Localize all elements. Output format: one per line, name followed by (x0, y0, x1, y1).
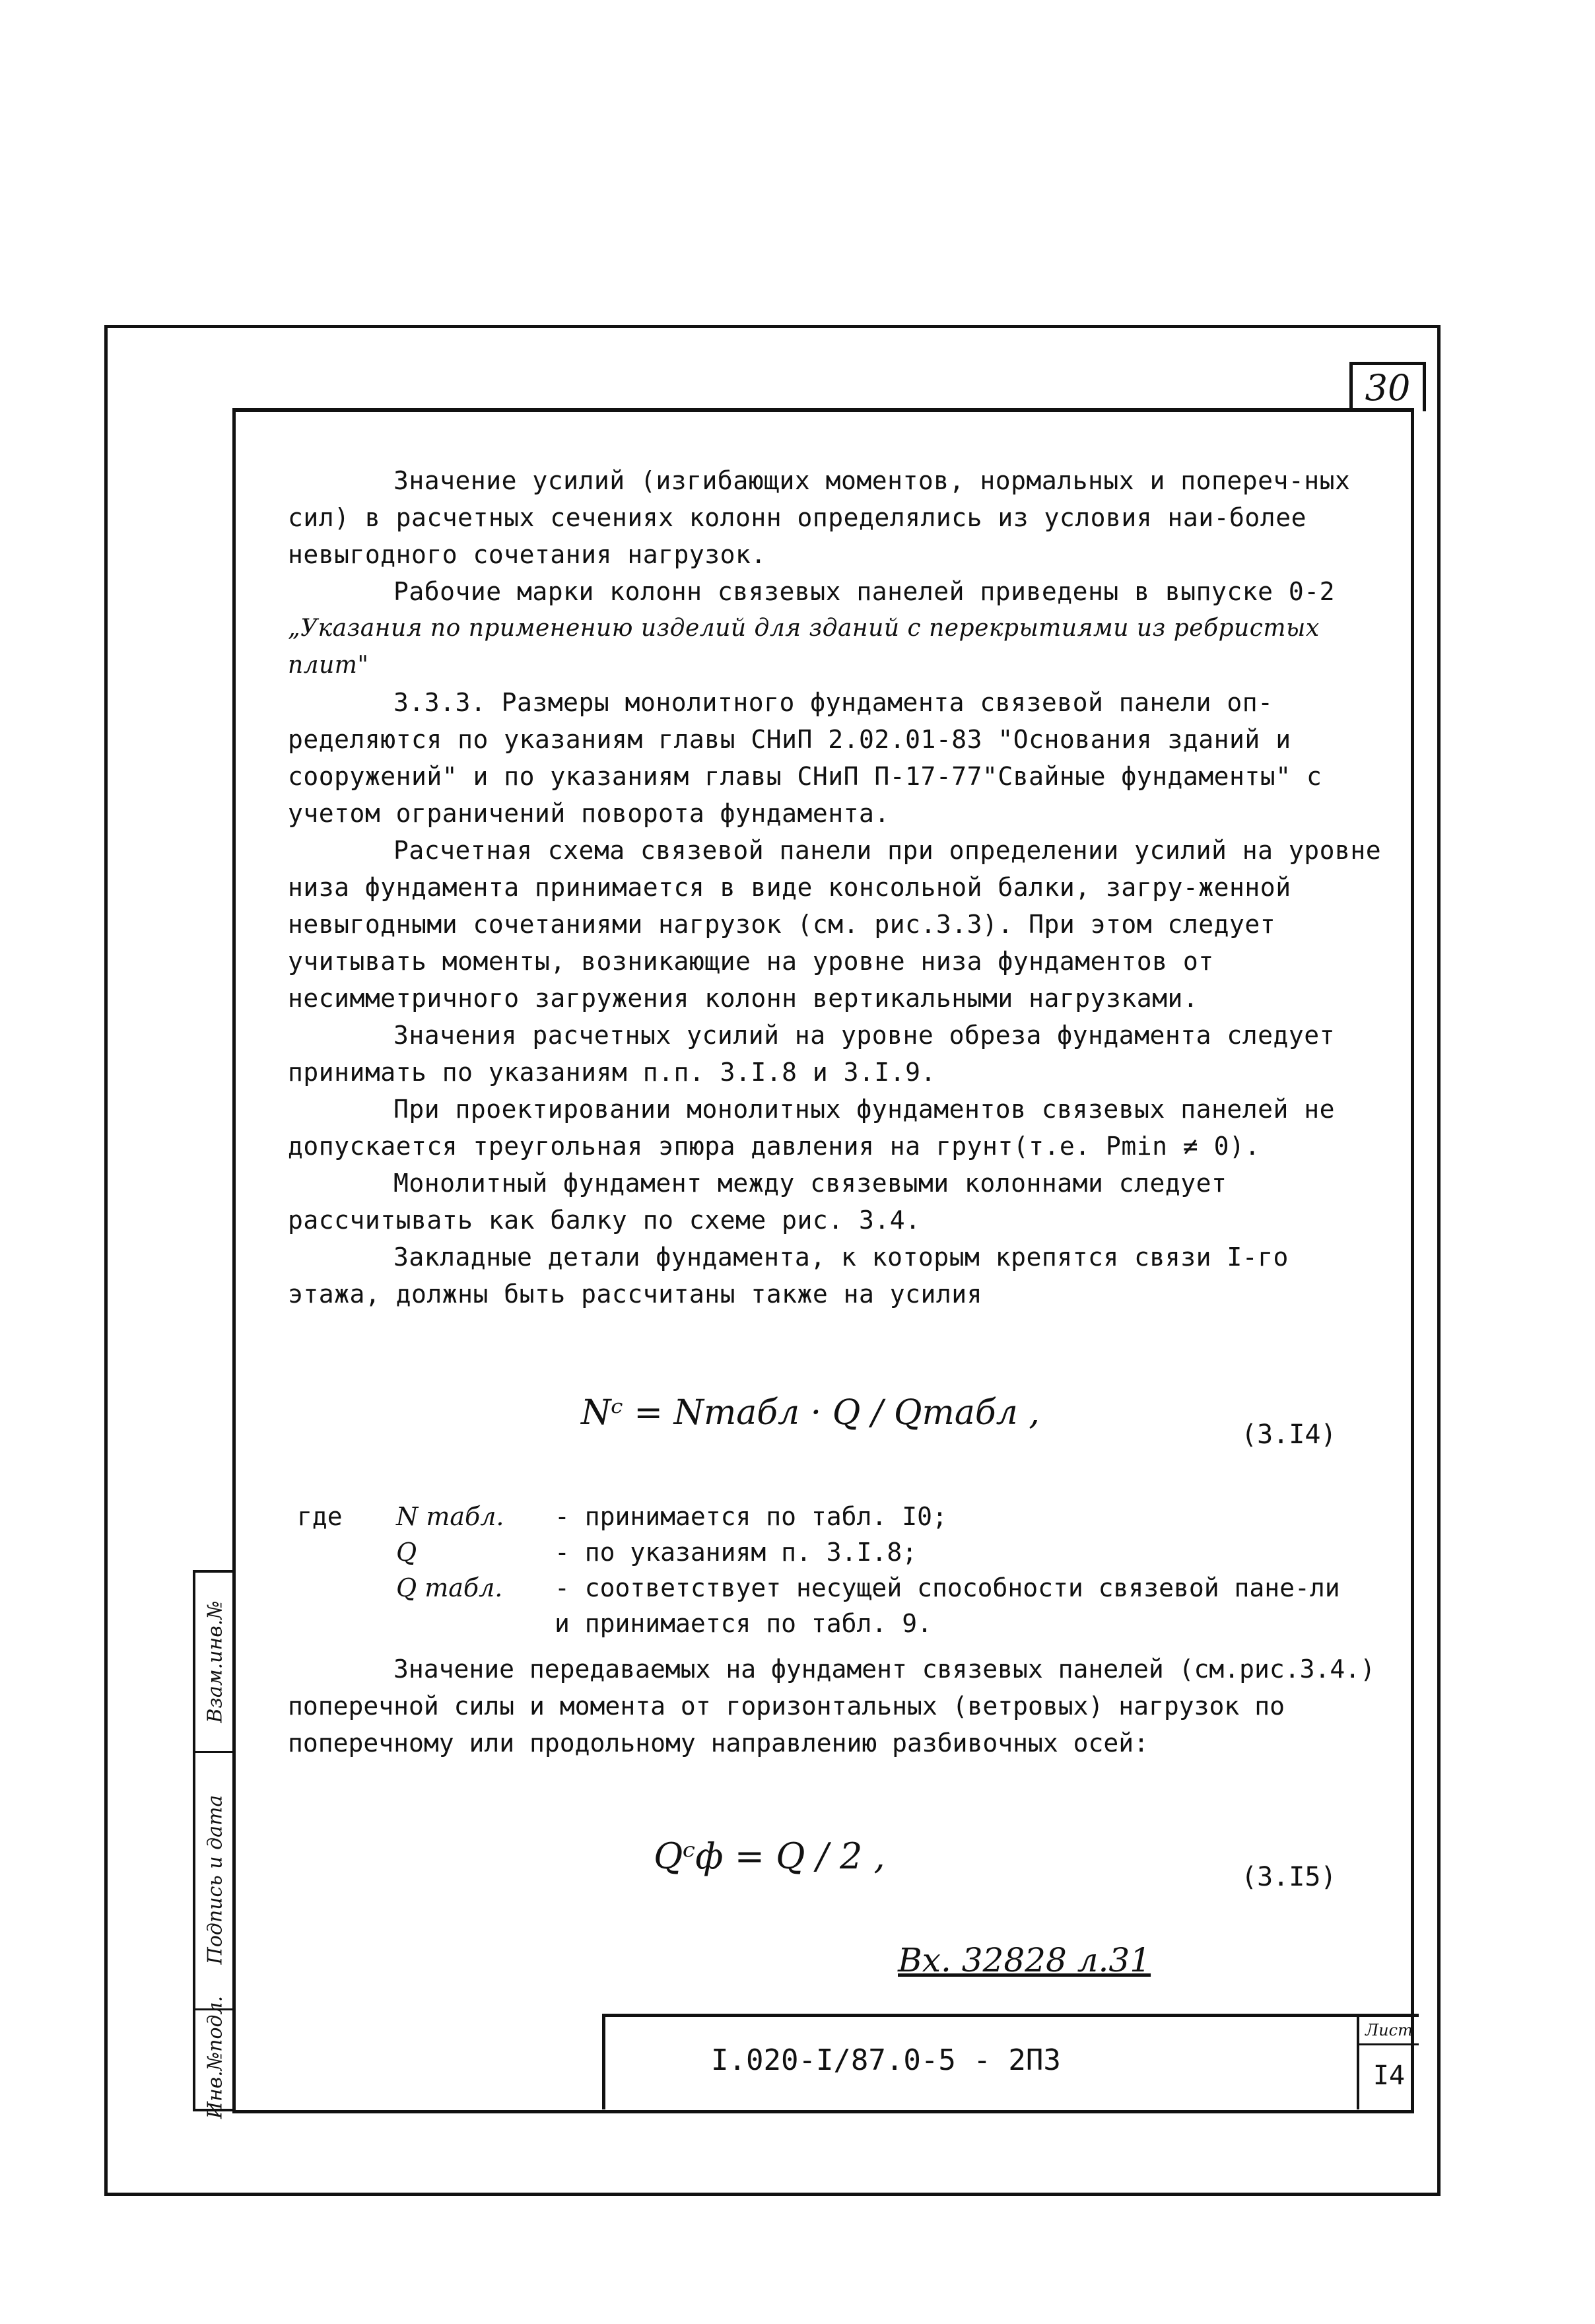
paragraph: 3.3.3. Размеры монолитного фундамента связевой панели оп-ределяются по указаниям главы СНиП 2.02.01-83 "Основания зданий и сооружений" и по указаниям главы СНиП П-17-77"Свайные фундаменты" с учетом ограничений поворота фундамента. (288, 688, 1322, 828)
stamp-cell (195, 1995, 235, 2119)
paragraph: Значение передаваемых на фундамент связевых панелей (см.рис.3.4.) поперечной силы и момента от горизонтальных (ветровых) нагрузок по поперечному или продольному направлению разбивочных осей: (288, 1655, 1376, 1758)
formula-text: Qᶜф = Q / 2 , (654, 1835, 885, 1877)
legend (297, 1499, 1380, 1641)
paragraph: Рабочие марки колонн связевых панелей приведены в выпуске 0-2 (393, 577, 1336, 606)
legend-symbol: N табл. (396, 1502, 504, 1531)
paragraph: Значение усилий (изгибающих моментов, нормальных и попереч-ных сил) в расчетных сечениях колонн определялись из условия наи-более невыгодного сочетания нагрузок. (288, 466, 1351, 569)
paragraph: „Указания по применению изделий для зданий с перекрытиями из ребристых плит" (288, 615, 1320, 679)
sheet-label: Лист (1359, 2017, 1419, 2045)
title-block (602, 2014, 1419, 2109)
page-number: 30 (1349, 362, 1426, 411)
legend-text: - принимается по табл. I0; (555, 1502, 947, 1531)
equation-number: (3.I4) (1241, 1419, 1337, 1450)
paragraph: Монолитный фундамент между связевыми колоннами следует рассчитывать как балку по схеме рис. 3.4. (288, 1169, 1227, 1235)
sheet-box (1357, 2017, 1419, 2109)
stamp-label: Подпись и дата (203, 1794, 227, 1965)
body-text (288, 462, 1384, 1313)
inventory-note: Вх. 32828 л.31 (898, 1941, 1151, 1979)
legend-text: - по указаниям п. 3.I.8; (555, 1538, 918, 1567)
stamp-cell (195, 1573, 235, 1753)
formula-text: Nᶜ = Nтабл · Q / Qтабл , (581, 1393, 1040, 1433)
paragraph-10 (288, 1651, 1384, 1761)
legend-text: - соответствует несущей способности связевой пане-ли и принимается по табл. 9. (555, 1573, 1340, 1638)
formula-3-15 (654, 1835, 885, 1877)
stamp-cell (195, 1751, 235, 2010)
paragraph: Расчетная схема связевой панели при определении усилий на уровне низа фундамента принимается в виде консольной балки, загру-женной невыгодными сочетаниями нагрузок (см. рис.3.3). При этом следует учитывать моменты, возникающие на уровне низа фундаментов от несимметричного загружения колонн вертикальными нагрузками. (288, 836, 1382, 1013)
document-code: I.020-I/87.0-5 - 2ПЗ (711, 2043, 1061, 2077)
stamp-label: Инв.№подл. (203, 1995, 227, 2119)
legend-symbol: Q табл. (396, 1573, 503, 1602)
side-stamp (193, 1570, 235, 2119)
equation-number: (3.I5) (1241, 1862, 1337, 1892)
paragraph: При проектировании монолитных фундаментов связевых панелей не допускается треугольная эпюра давления на грунт(т.е. Pmin ≠ 0). (288, 1095, 1336, 1161)
where-label: где (297, 1502, 343, 1531)
legend-symbol: Q (396, 1538, 417, 1567)
formula-3-14 (581, 1393, 1040, 1433)
sheet-number: I4 (1373, 2061, 1406, 2091)
stamp-label: Взам.инв.№ (203, 1600, 227, 1723)
paragraph: Значения расчетных усилий на уровне обреза фундамента следует принимать по указаниям п.п. 3.I.8 и 3.I.9. (288, 1021, 1336, 1087)
paragraph: Закладные детали фундамента, к которым крепятся связи I-го этажа, должны быть рассчитаны также на усилия (288, 1243, 1289, 1309)
